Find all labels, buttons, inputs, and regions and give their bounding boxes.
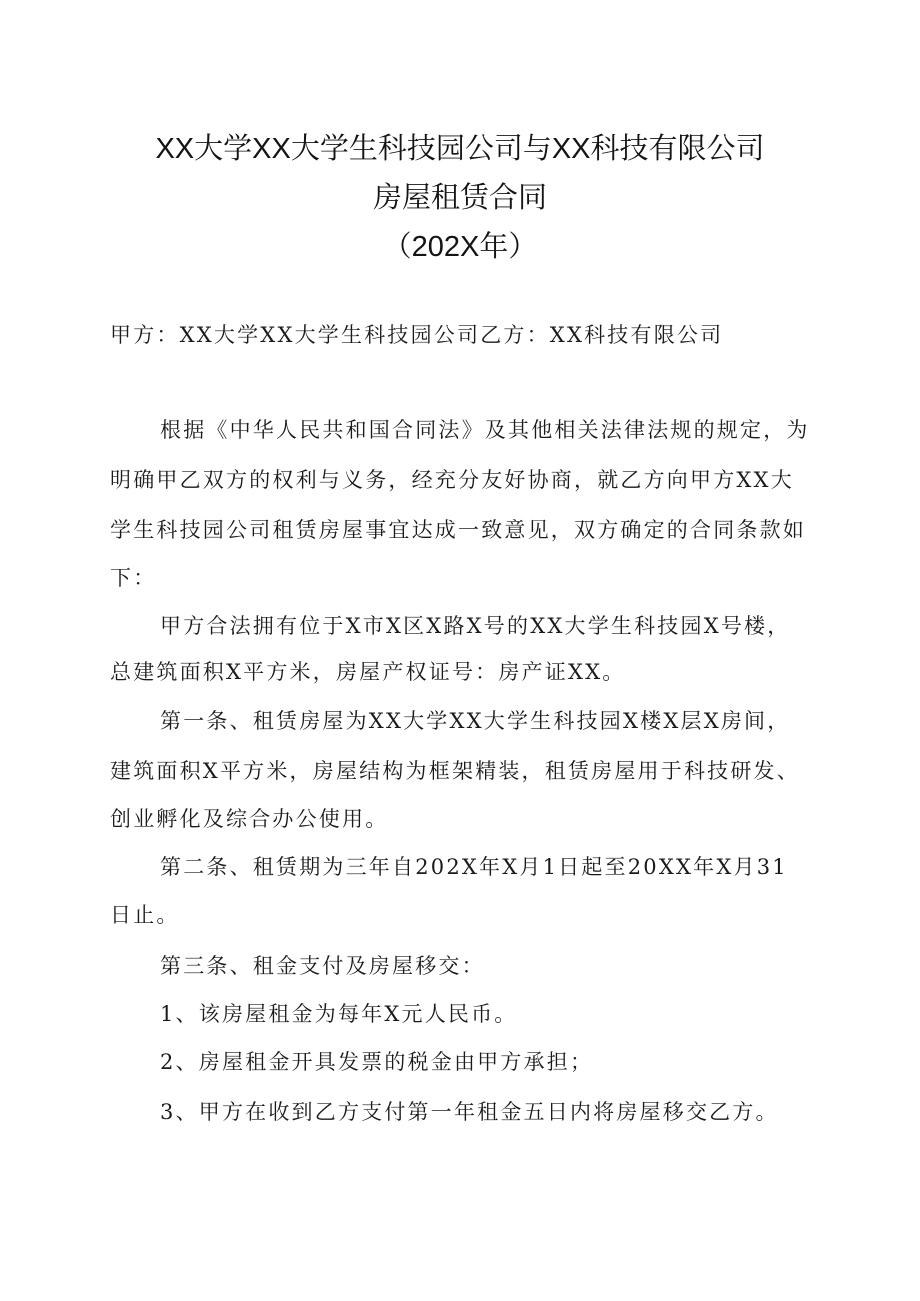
article1-line: 创业孵化及综合办公使用。: [110, 807, 389, 831]
article2-line: 第二条、租赁期为三年自202X年X月1日起至20XX年X月31: [160, 855, 788, 879]
preamble-line: 下：: [110, 566, 157, 590]
article1-line: 第一条、租赁房屋为XX大学XX大学生科技园X楼X层X房间，: [160, 709, 791, 733]
article3-heading: 第三条、租金支付及房屋移交：: [160, 954, 485, 978]
preamble-line: 根据《中华人民共和国合同法》及其他相关法律法规的规定，为: [160, 418, 810, 442]
article3-item: 3、甲方在收到乙方支付第一年租金五日内将房屋移交乙方。: [160, 1100, 779, 1124]
contract-title-line1: XX大学XX大学生科技园公司与XX科技有限公司: [155, 133, 765, 165]
article3-item: 1、该房屋租金为每年X元人民币。: [160, 1002, 518, 1026]
parties-line: 甲方：XX大学XX大学生科技园公司乙方：XX科技有限公司: [110, 323, 724, 347]
article2-line: 日止。: [110, 903, 180, 927]
article3-item: 2、房屋租金开具发票的税金由甲方承担；: [160, 1050, 594, 1074]
contract-year: （202X年）: [382, 231, 538, 263]
preamble-line: 学生科技园公司租赁房屋事宜达成一致意见，双方确定的合同条款如: [110, 518, 806, 542]
contract-title-line2: 房屋租赁合同: [372, 182, 547, 214]
preamble-line: 明确甲乙双方的权利与义务，经充分友好协商，就乙方向甲方XX大: [110, 468, 794, 492]
property-statement-line: 甲方合法拥有位于X市X区X路X号的XX大学生科技园X号楼，: [160, 614, 791, 638]
article1-line: 建筑面积X平方米，房屋结构为框架精装，租赁房屋用于科技研发、: [110, 759, 800, 783]
property-statement-line: 总建筑面积X平方米，房屋产权证号：房产证XX。: [110, 660, 626, 684]
